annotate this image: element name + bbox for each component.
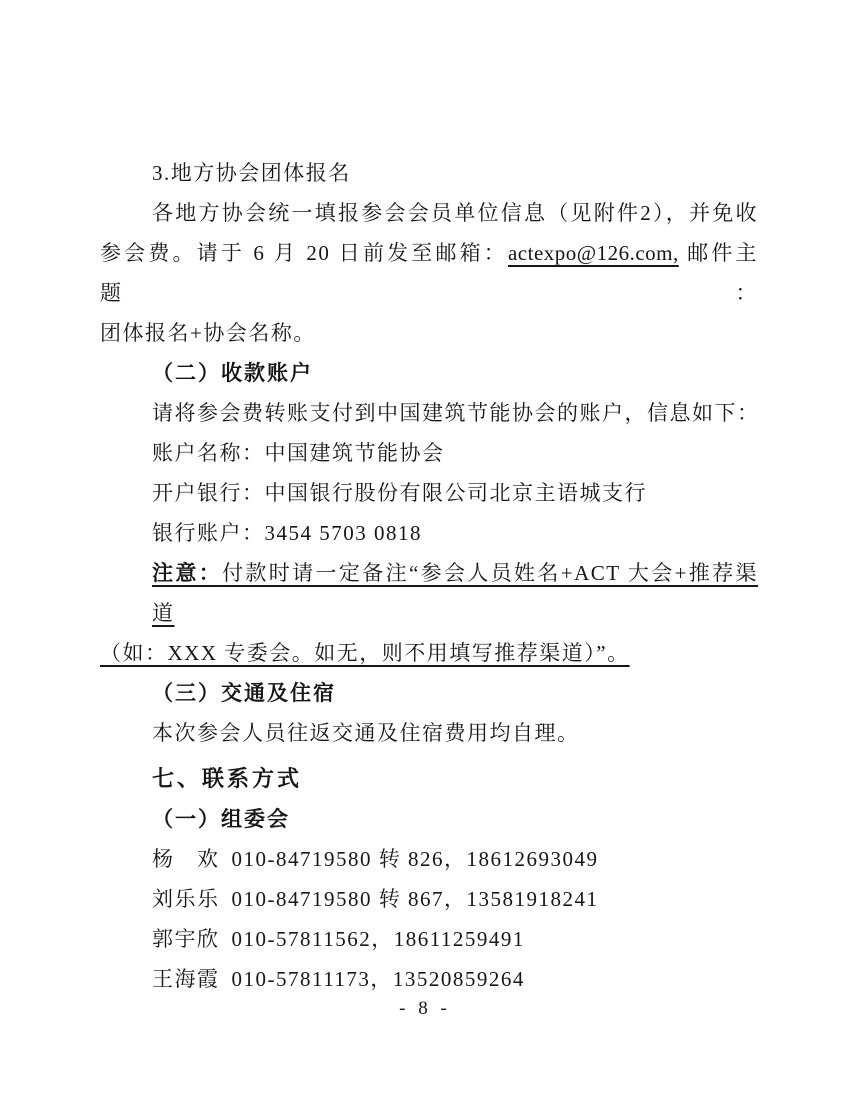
notice-line1-text: 付款时请一定备注“参会人员姓名+ACT 大会+推荐渠道	[152, 561, 758, 625]
document-body	[100, 153, 758, 999]
heading-organizing-committee: （一）组委会	[152, 807, 290, 831]
travel-note: 本次参会人员往返交通及住宿费用均自理。	[152, 721, 580, 745]
association-paragraph-line2-prefix: 参会费。请于 6 月 20 日前发至邮箱：	[100, 241, 508, 265]
notice-line2	[100, 633, 758, 673]
heading-payment-account: （二）收款账户	[152, 361, 313, 385]
heading-contact-info: 七、联系方式	[152, 766, 303, 791]
payment-intro: 请将参会费转账支付到中国建筑节能协会的账户，信息如下：	[152, 401, 760, 425]
contact-phones: 010-57811173，13520859264	[231, 967, 525, 991]
notice-label: 注意：	[152, 561, 223, 585]
association-paragraph-line1: 各地方协会统一填报参会会员单位信息（见附件2），并免收	[152, 201, 758, 225]
contact-row	[100, 839, 758, 879]
page-number: - 8 -	[399, 998, 451, 1019]
notice-line2-text: （如：XXX 专委会。如无，则不用填写推荐渠道）”。	[100, 641, 630, 665]
contact-name: 刘乐乐	[152, 887, 220, 911]
contact-row	[100, 959, 758, 999]
heading-transport-accommodation: （三）交通及住宿	[152, 681, 336, 705]
payment-account-name: 账户名称：中国建筑节能协会	[152, 441, 445, 465]
contact-name: 郭宇欣	[152, 927, 220, 951]
contact-phones: 010-84719580 转 867，13581918241	[231, 887, 599, 911]
email-address: actexpo@126.com,	[507, 241, 679, 265]
contact-name: 王海霞	[152, 967, 220, 991]
contact-row	[100, 919, 758, 959]
contact-row	[100, 879, 758, 919]
contact-phones: 010-84719580 转 826，18612693049	[231, 847, 599, 871]
contact-phones: 010-57811562，18611259491	[231, 927, 525, 951]
contact-name: 杨 欢	[152, 847, 220, 871]
association-paragraph-line3: 团体报名+协会名称。	[100, 321, 316, 345]
association-paragraph-line2	[100, 233, 758, 313]
payment-account-number: 银行账户：3454 5703 0818	[152, 521, 422, 545]
notice-line1	[100, 553, 758, 633]
heading-local-association-group-signup: 3.地方协会团体报名	[152, 161, 351, 185]
association-paragraph-line2-suffix: 邮件主题：	[100, 241, 759, 305]
payment-bank-name: 开户银行：中国银行股份有限公司北京主语城支行	[152, 481, 647, 505]
